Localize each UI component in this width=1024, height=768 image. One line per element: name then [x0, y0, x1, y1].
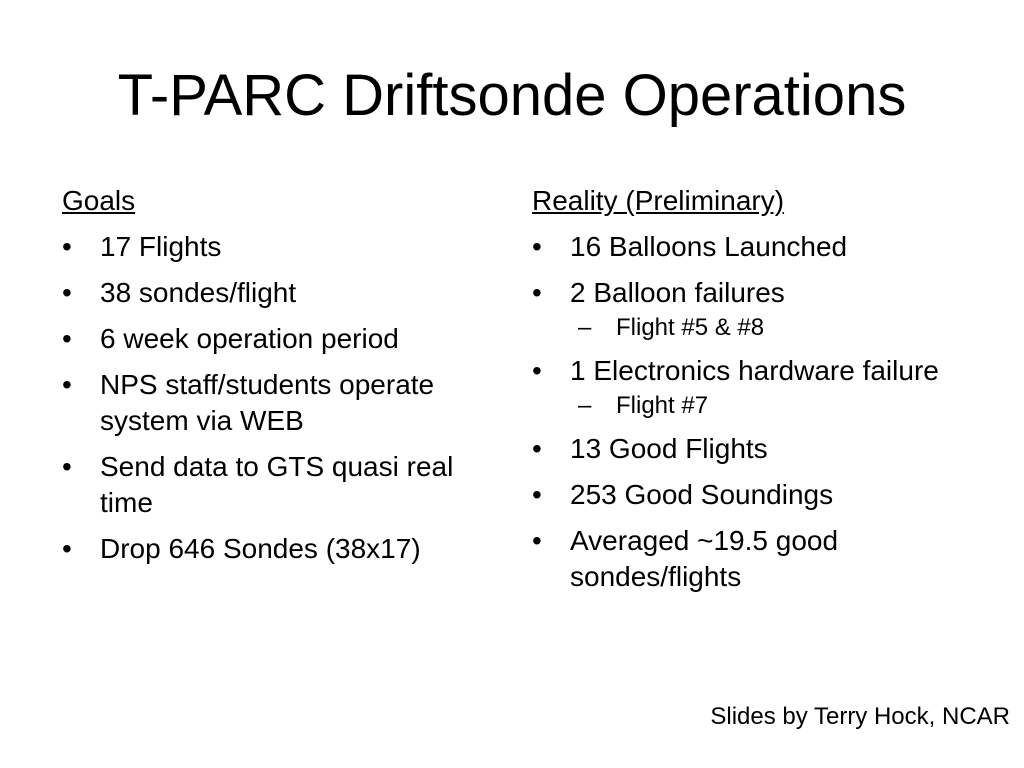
bullet-icon: • — [532, 355, 542, 386]
reality-item-text: 1 Electronics hardware failure — [570, 355, 939, 386]
goals-column — [62, 183, 502, 577]
reality-sub-item — [570, 391, 972, 421]
reality-item-text: Averaged ~19.5 good sondes/flights — [570, 525, 839, 592]
reality-item — [532, 275, 972, 343]
goals-item — [62, 229, 502, 265]
goals-list — [62, 229, 502, 567]
reality-sub-item-text: Flight #5 & #8 — [616, 314, 765, 341]
goals-heading: Goals — [62, 185, 136, 216]
bullet-icon: • — [62, 533, 72, 564]
reality-item — [532, 229, 972, 265]
goals-item-text: Send data to GTS quasi real time — [100, 451, 454, 518]
goals-item-text: NPS staff/students operate system via WEB — [100, 369, 435, 436]
bullet-icon: • — [532, 525, 542, 556]
reality-column — [532, 183, 972, 605]
reality-item-text: 16 Balloons Launched — [570, 231, 848, 262]
footer-credit: Slides by Terry Hock, NCAR — [710, 703, 1010, 730]
goals-item-text: 17 Flights — [100, 231, 222, 262]
bullet-icon: • — [62, 277, 72, 308]
dash-icon: – — [578, 314, 592, 341]
bullet-icon: • — [532, 433, 542, 464]
bullet-icon: • — [62, 231, 72, 262]
reality-item — [532, 523, 972, 595]
dash-icon: – — [578, 392, 592, 419]
bullet-icon: • — [62, 369, 72, 400]
goals-item-text: Drop 646 Sondes (38x17) — [100, 533, 421, 564]
reality-heading: Reality (Preliminary) — [532, 185, 785, 216]
reality-list — [532, 229, 972, 595]
reality-item — [532, 353, 972, 421]
reality-item — [532, 431, 972, 467]
reality-sub-item — [570, 313, 972, 343]
reality-sub-list — [570, 391, 972, 421]
goals-item — [62, 275, 502, 311]
goals-item-text: 6 week operation period — [100, 323, 399, 354]
slide-title: T-PARC Driftsonde Operations — [117, 63, 907, 128]
goals-item — [62, 531, 502, 567]
reality-sub-list — [570, 313, 972, 343]
reality-item-text: 2 Balloon failures — [570, 277, 785, 308]
bullet-icon: • — [532, 277, 542, 308]
reality-item-text: 13 Good Flights — [570, 433, 768, 464]
bullet-icon: • — [532, 479, 542, 510]
bullet-icon: • — [62, 323, 72, 354]
bullet-icon: • — [62, 451, 72, 482]
goals-item — [62, 321, 502, 357]
goals-item — [62, 449, 502, 521]
reality-sub-item-text: Flight #7 — [616, 392, 709, 419]
goals-item-text: 38 sondes/flight — [100, 277, 297, 308]
reality-item-text: 253 Good Soundings — [570, 479, 834, 510]
goals-item — [62, 367, 502, 439]
bullet-icon: • — [532, 231, 542, 262]
reality-item — [532, 477, 972, 513]
